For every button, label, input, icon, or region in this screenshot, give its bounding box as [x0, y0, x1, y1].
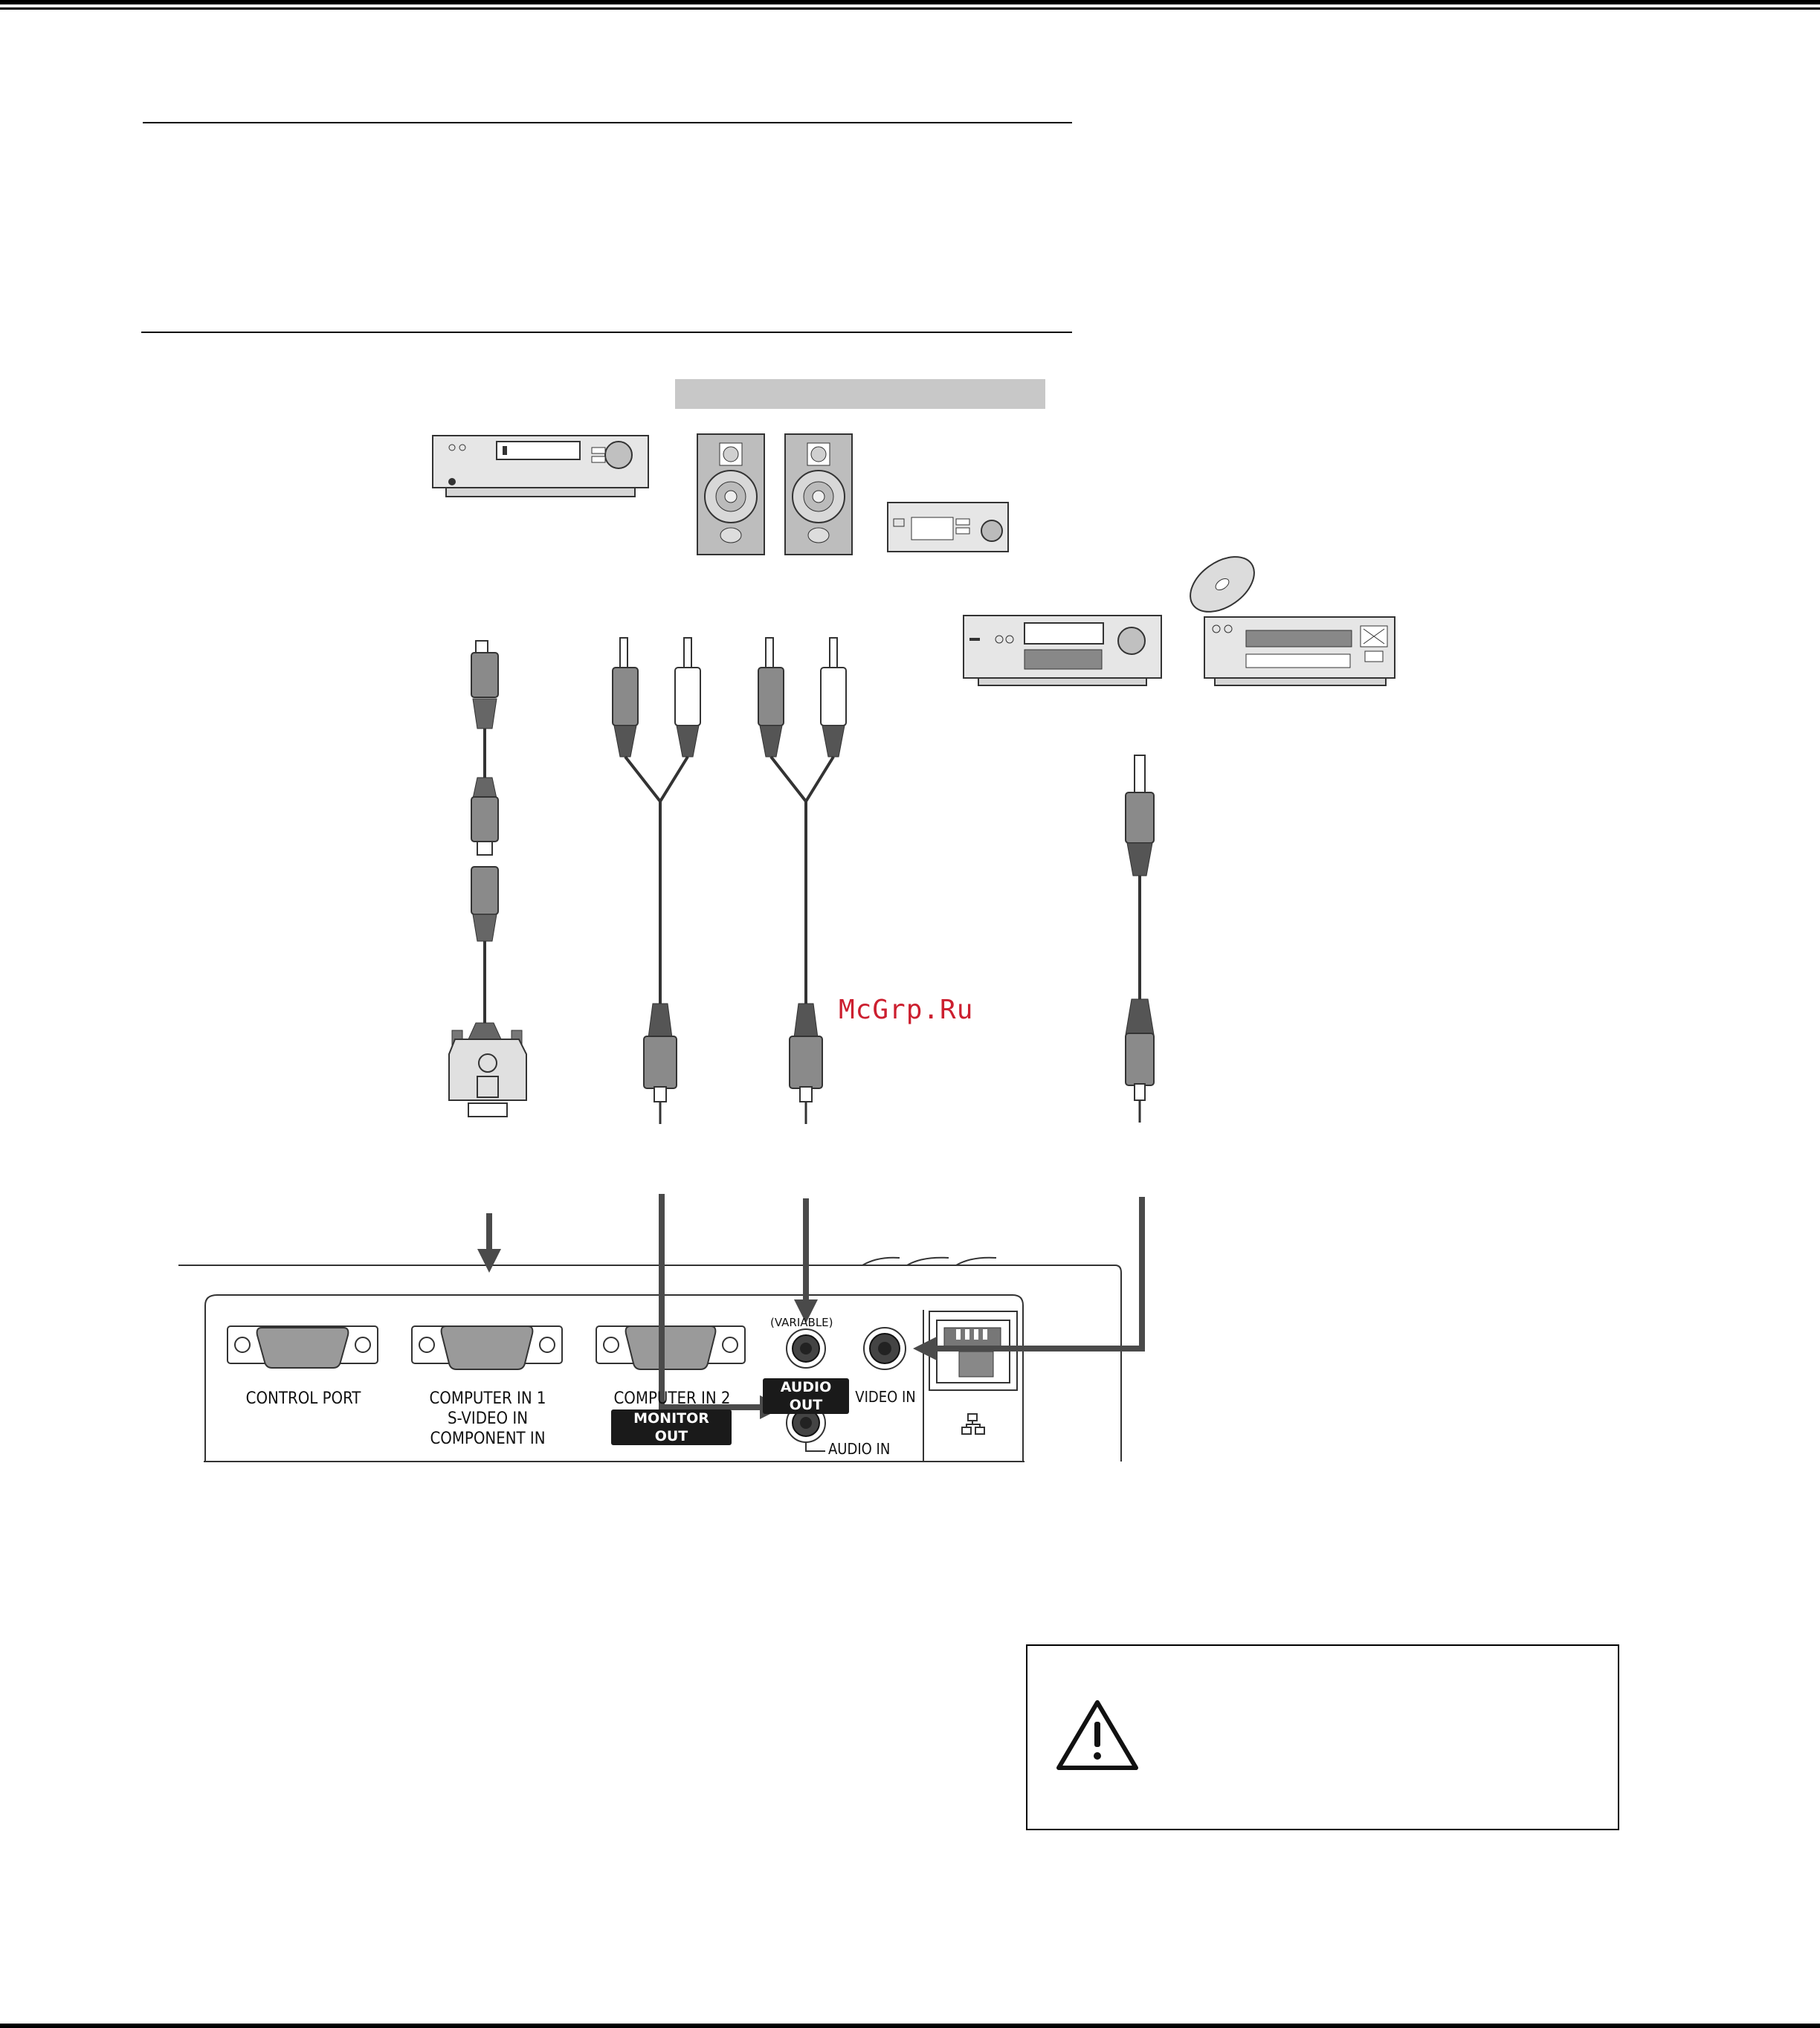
variable-label: (VARIABLE) — [770, 1316, 833, 1329]
s-video-in-label: S-VIDEO IN — [447, 1409, 529, 1428]
monitor-out-label: MONITOR OUT — [611, 1409, 732, 1445]
speaker-left — [697, 434, 764, 555]
network-icon — [962, 1414, 984, 1434]
dvd-player — [1204, 617, 1395, 685]
control-port-connector[interactable] — [228, 1326, 378, 1368]
disc — [1180, 546, 1264, 623]
bottom-border — [0, 2024, 1820, 2028]
video-in-jack[interactable] — [864, 1328, 906, 1369]
s-video-cable — [449, 641, 526, 1117]
connection-arrows — [489, 1194, 1142, 1407]
audio-cable-in — [758, 638, 846, 1124]
video-cable — [1126, 755, 1154, 1123]
computer-in-2-connector[interactable] — [596, 1326, 745, 1369]
vcr-device — [433, 436, 648, 497]
caution-box — [1026, 1644, 1619, 1830]
computer-in-2-label: COMPUTER IN 2 — [613, 1389, 731, 1408]
watermark: McGrp.Ru — [839, 995, 974, 1025]
speaker-right — [785, 434, 852, 555]
computer-in-1-label: COMPUTER IN 1 — [429, 1389, 546, 1408]
video-in-label: VIDEO IN — [855, 1388, 916, 1406]
audio-out-jack[interactable] — [787, 1329, 825, 1368]
audio-out-label: AUDIO OUT — [763, 1378, 849, 1414]
audio-in-label: AUDIO IN — [828, 1440, 891, 1458]
audio-cable-out — [613, 638, 700, 1124]
audio-amplifier — [888, 503, 1008, 552]
video-source-device — [964, 616, 1161, 685]
component-in-label: COMPONENT IN — [430, 1430, 546, 1448]
control-port-label: CONTROL PORT — [245, 1389, 361, 1408]
computer-in-1-connector[interactable] — [412, 1326, 562, 1369]
